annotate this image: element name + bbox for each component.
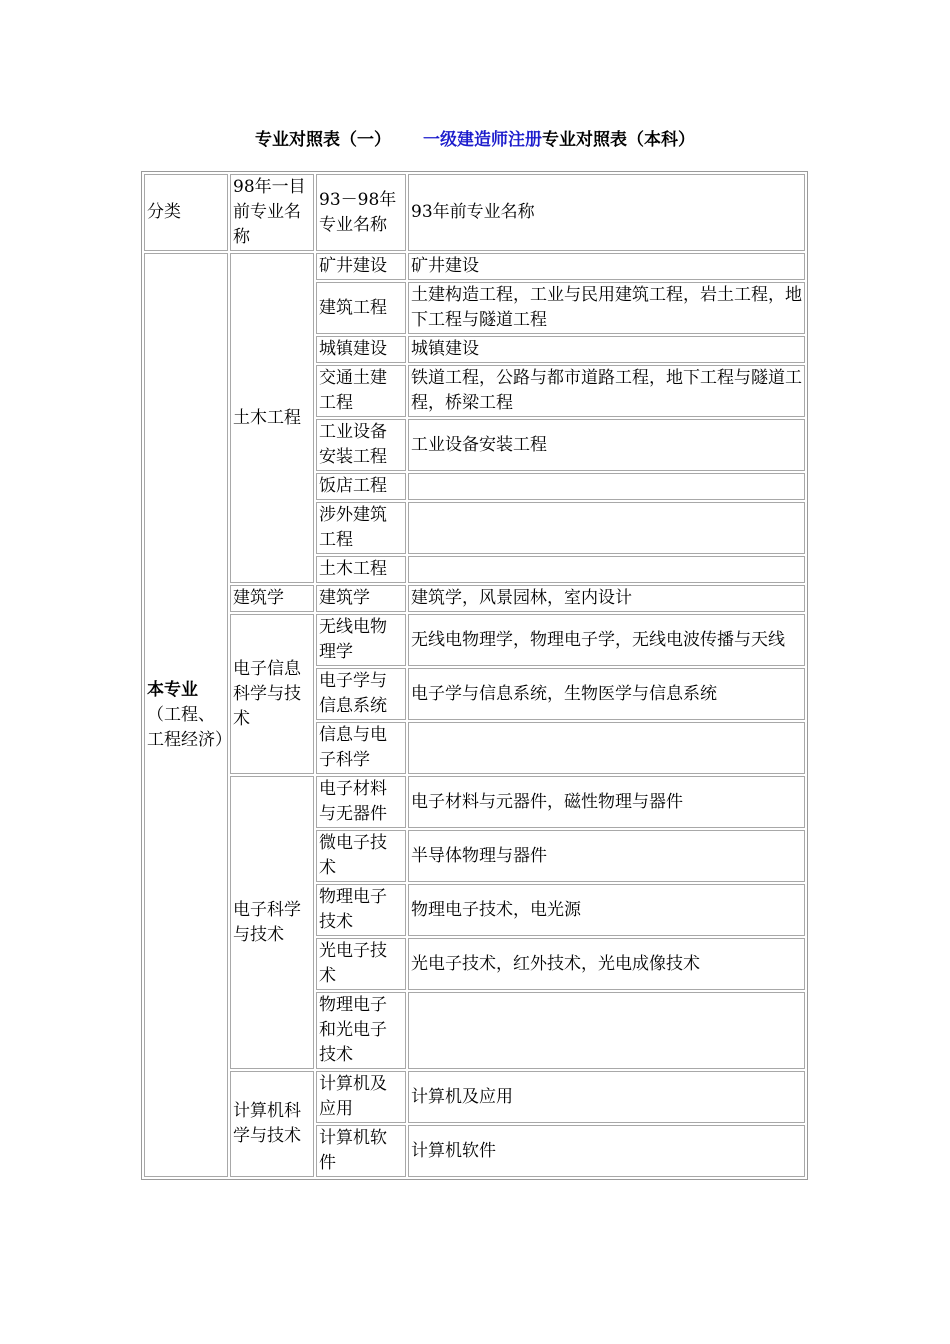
major-comparison-table	[141, 171, 808, 1180]
old-major-cell: 土建构造工程，工业与民用建筑工程，岩土工程，地下工程与隧道工程	[408, 282, 805, 334]
old-major-cell: 建筑学，风景园林，室内设计	[408, 585, 805, 612]
category-main: 本专业	[147, 679, 198, 700]
category-sub: （工程、工程经济）	[147, 704, 232, 750]
document-title	[0, 125, 950, 150]
old-major-cell: 城镇建设	[408, 336, 805, 363]
table-row	[144, 776, 805, 828]
header-col93: 93年前专业名称	[408, 174, 805, 251]
mid-major-cell: 物理电子和光电子技术	[316, 992, 406, 1069]
major-group-cell: 建筑学	[230, 585, 314, 612]
mid-major-cell: 无线电物理学	[316, 614, 406, 666]
mid-major-cell: 城镇建设	[316, 336, 406, 363]
mid-major-cell: 矿井建设	[316, 253, 406, 280]
mid-major-cell: 涉外建筑工程	[316, 502, 406, 554]
old-major-cell: 铁道工程，公路与都市道路工程，地下工程与隧道工程，桥梁工程	[408, 365, 805, 417]
table-row	[144, 1071, 805, 1123]
major-group-cell: 电子信息科学与技术	[230, 614, 314, 774]
major-group-cell: 计算机科学与技术	[230, 1071, 314, 1177]
mid-major-cell: 信息与电子科学	[316, 722, 406, 774]
old-major-cell: 矿井建设	[408, 253, 805, 280]
major-group-cell: 电子科学与技术	[230, 776, 314, 1069]
mid-major-cell: 建筑工程	[316, 282, 406, 334]
old-major-cell: 电子学与信息系统，生物医学与信息系统	[408, 668, 805, 720]
old-major-cell	[408, 502, 805, 554]
mid-major-cell: 建筑学	[316, 585, 406, 612]
mid-major-cell: 电子材料与无器件	[316, 776, 406, 828]
old-major-cell	[408, 722, 805, 774]
major-group-cell: 土木工程	[230, 253, 314, 583]
mid-major-cell: 光电子技术	[316, 938, 406, 990]
old-major-cell: 计算机软件	[408, 1125, 805, 1177]
mid-major-cell: 交通土建工程	[316, 365, 406, 417]
old-major-cell: 工业设备安装工程	[408, 419, 805, 471]
old-major-cell: 半导体物理与器件	[408, 830, 805, 882]
header-row	[144, 174, 805, 251]
old-major-cell	[408, 556, 805, 583]
old-major-cell: 物理电子技术，电光源	[408, 884, 805, 936]
table-row	[144, 614, 805, 666]
title-part2: 专业对照表（本科）	[542, 130, 695, 150]
old-major-cell: 光电子技术，红外技术，光电成像技术	[408, 938, 805, 990]
mid-major-cell: 工业设备安装工程	[316, 419, 406, 471]
table-row	[144, 585, 805, 612]
old-major-cell	[408, 473, 805, 500]
mid-major-cell: 物理电子技术	[316, 884, 406, 936]
mid-major-cell: 土木工程	[316, 556, 406, 583]
header-category: 分类	[144, 174, 228, 251]
old-major-cell: 无线电物理学，物理电子学，无线电波传播与天线	[408, 614, 805, 666]
mid-major-cell: 计算机软件	[316, 1125, 406, 1177]
title-part1: 专业对照表（一）	[255, 130, 391, 150]
mid-major-cell: 电子学与信息系统	[316, 668, 406, 720]
old-major-cell	[408, 992, 805, 1069]
header-col9398: 93－98年专业名称	[316, 174, 406, 251]
mid-major-cell: 微电子技术	[316, 830, 406, 882]
mid-major-cell: 计算机及应用	[316, 1071, 406, 1123]
table-row	[144, 253, 805, 280]
title-link[interactable]: 一级建造师注册	[423, 130, 542, 150]
category-cell	[144, 253, 232, 1177]
mid-major-cell: 饭店工程	[316, 473, 406, 500]
header-col98: 98年一目前专业名称	[230, 174, 314, 251]
old-major-cell: 计算机及应用	[408, 1071, 805, 1123]
old-major-cell: 电子材料与元器件，磁性物理与器件	[408, 776, 805, 828]
